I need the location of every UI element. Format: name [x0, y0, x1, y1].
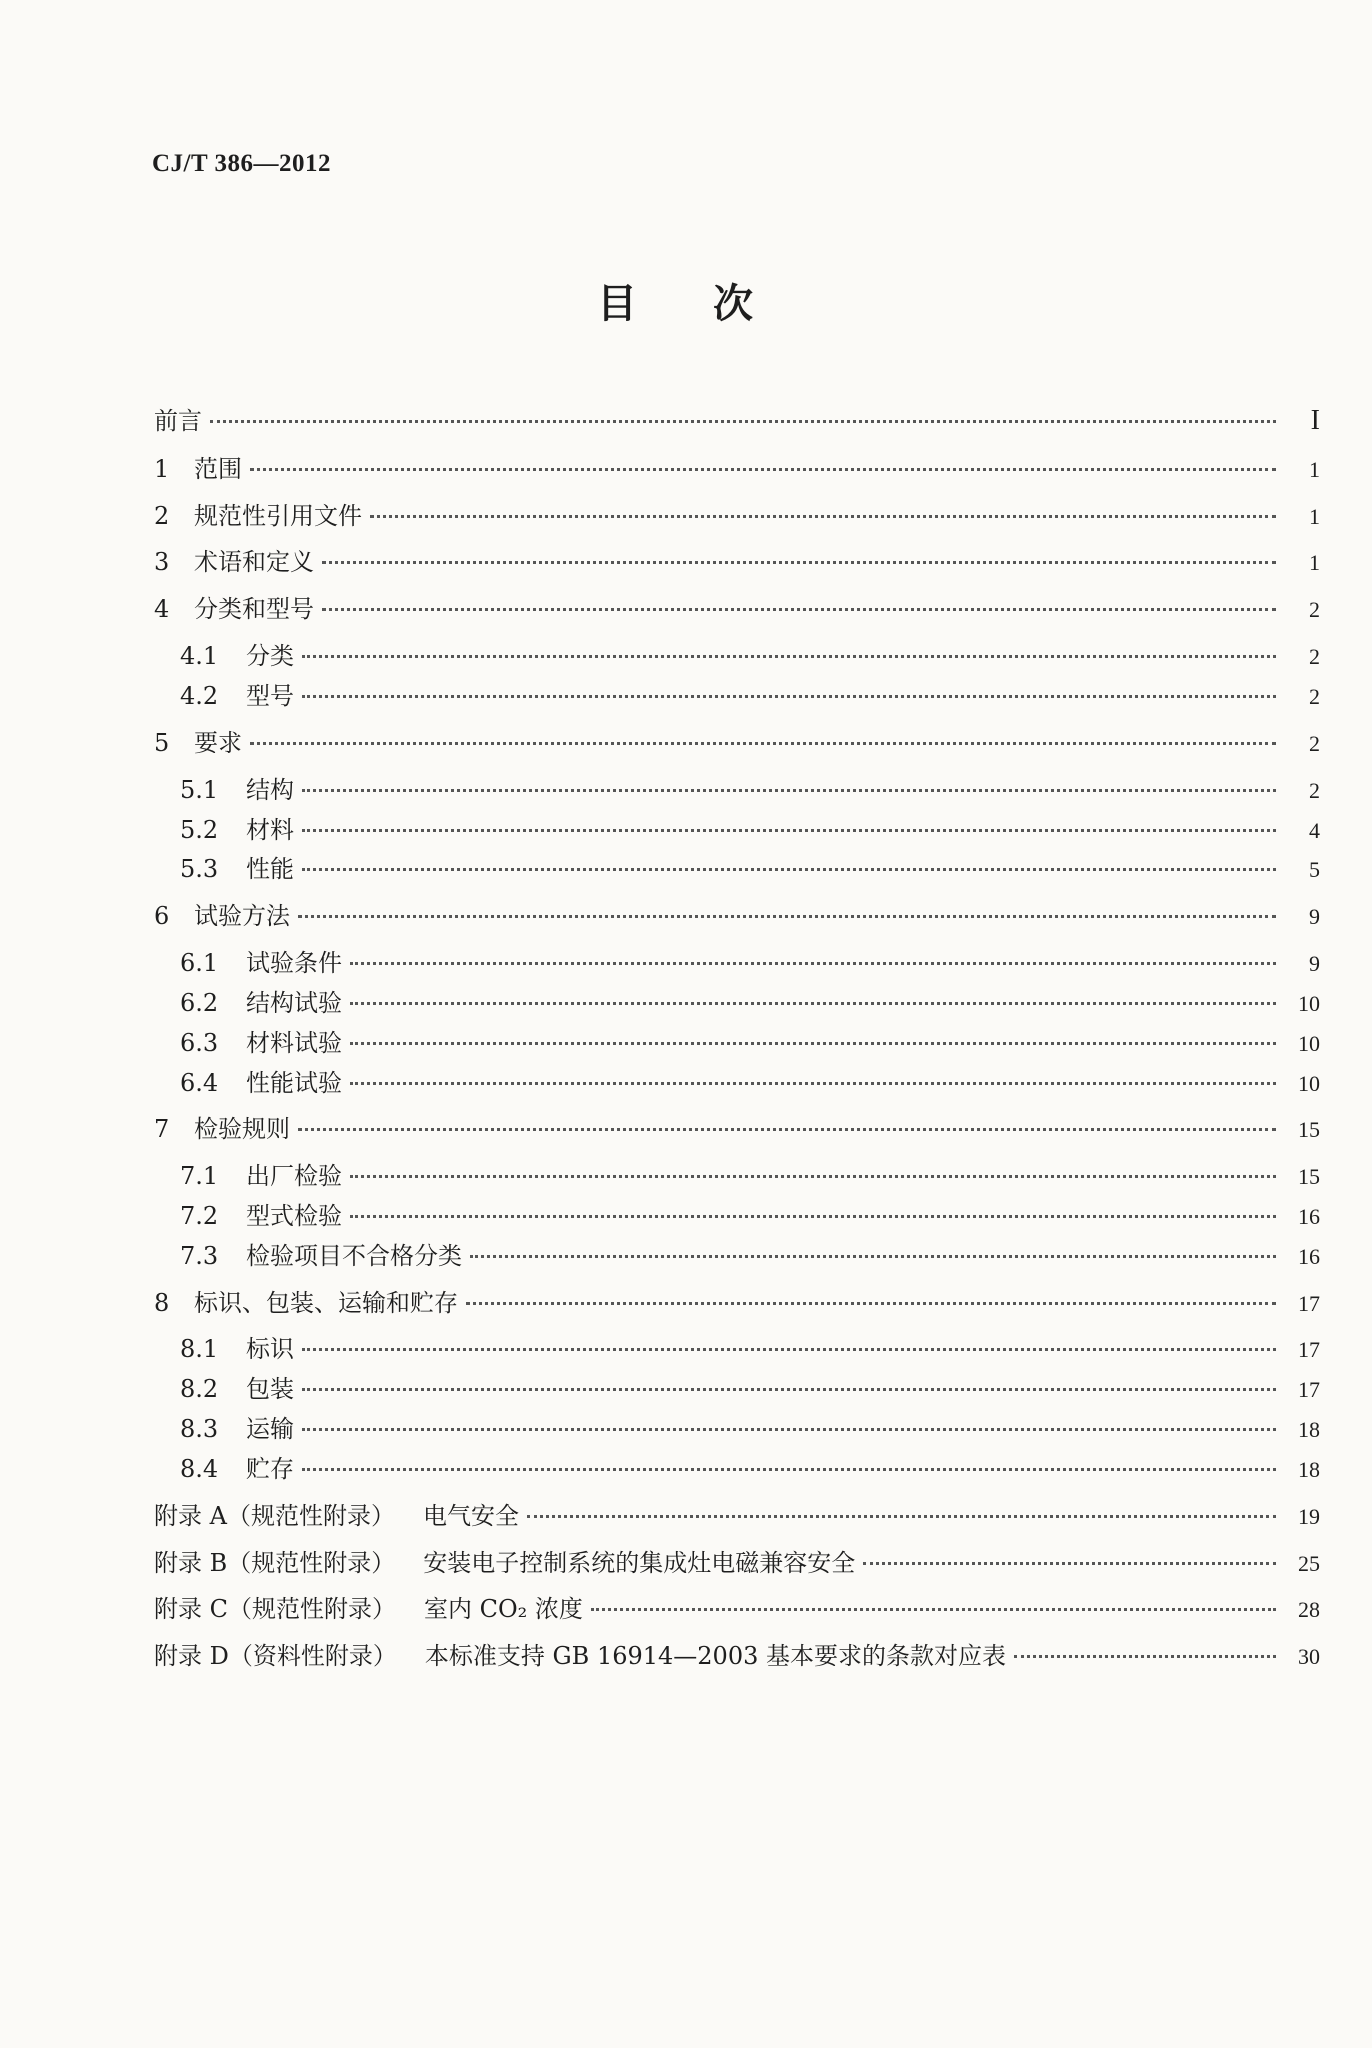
- toc-entry-label: 性能: [246, 855, 294, 883]
- toc-entry-number: 7: [154, 1115, 170, 1143]
- toc-entry[interactable]: [154, 1497, 1320, 1532]
- dot-leader: [527, 1491, 1276, 1518]
- toc-entry-page: 28: [1298, 1597, 1320, 1622]
- toc-entry-number: 3: [154, 548, 170, 576]
- toc-entry-page: 10: [1298, 991, 1320, 1016]
- dot-leader: [322, 537, 1276, 564]
- dot-leader: [1014, 1631, 1276, 1658]
- dot-leader: [302, 1324, 1276, 1351]
- toc-entry-page: 16: [1298, 1204, 1320, 1229]
- toc-entry-number: 7.1: [180, 1162, 219, 1190]
- toc-entry-label: 型号: [246, 682, 294, 710]
- toc-entry-label: 术语和定义: [194, 548, 314, 576]
- toc-entry[interactable]: [154, 1450, 1320, 1485]
- toc-entry[interactable]: [154, 1284, 1320, 1319]
- dot-leader: [302, 805, 1276, 832]
- toc-entry-page: 2: [1309, 597, 1320, 622]
- toc-entry[interactable]: [154, 543, 1320, 578]
- toc-entry[interactable]: [154, 497, 1320, 532]
- toc-entry-number: 5.2: [180, 816, 219, 844]
- toc-entry-label: 规范性引用文件: [194, 502, 362, 530]
- toc-entry-page: 10: [1298, 1031, 1320, 1056]
- toc-entry-page: 5: [1309, 857, 1320, 882]
- toc-entry-page: 4: [1309, 818, 1320, 843]
- toc-entry-page: 15: [1298, 1164, 1320, 1189]
- dot-leader: [350, 978, 1276, 1005]
- toc-entry-number: 8.4: [180, 1455, 219, 1483]
- toc-entry-label: 结构试验: [246, 989, 342, 1017]
- toc-entry-page: 2: [1309, 778, 1320, 803]
- dot-leader: [302, 844, 1276, 871]
- toc-entry-label: 前言: [154, 407, 202, 435]
- toc-entry-label: 室内 CO₂ 浓度: [424, 1595, 583, 1623]
- toc-entry-page: 2: [1309, 684, 1320, 709]
- toc-entry-label: 结构: [246, 776, 294, 804]
- toc-entry-number: 6.4: [180, 1069, 219, 1097]
- toc-entry-number: 附录 D（资料性附录）: [154, 1642, 397, 1670]
- dot-leader: [302, 765, 1276, 792]
- toc-entry-page: 17: [1298, 1377, 1320, 1402]
- toc-entry-number: 附录 C（规范性附录）: [154, 1595, 396, 1623]
- toc-entry-label: 贮存: [246, 1455, 294, 1483]
- toc-entry-number: 8.1: [180, 1335, 219, 1363]
- dot-leader: [470, 1231, 1276, 1258]
- toc-entry-page: I: [1310, 405, 1320, 436]
- toc-entry-number: 4.2: [180, 682, 219, 710]
- toc-entry-page: 1: [1309, 457, 1320, 482]
- page-title: 目次: [597, 281, 829, 327]
- toc-entry-number: 5: [154, 729, 170, 757]
- toc-entry[interactable]: [154, 402, 1320, 436]
- toc-entry-page: 2: [1309, 644, 1320, 669]
- dot-leader: [298, 891, 1276, 918]
- toc-entry-page: 1: [1309, 550, 1320, 575]
- toc-entry[interactable]: [154, 811, 1320, 846]
- toc-entry-label: 标识、包装、运输和贮存: [194, 1289, 458, 1317]
- toc-entry[interactable]: [154, 1024, 1320, 1059]
- toc-entry[interactable]: [154, 1370, 1320, 1405]
- dot-leader: [302, 631, 1276, 658]
- toc-entry-page: 10: [1298, 1071, 1320, 1096]
- dot-leader: [322, 584, 1276, 611]
- toc-entry[interactable]: [154, 1237, 1320, 1272]
- toc-entry[interactable]: [154, 637, 1320, 672]
- toc-entry-label: 分类: [246, 642, 294, 670]
- dot-leader: [350, 1058, 1276, 1085]
- toc-entry-page: 19: [1298, 1504, 1320, 1529]
- toc-entry-label: 出厂检验: [246, 1162, 342, 1190]
- toc-entry-label: 材料试验: [246, 1029, 342, 1057]
- toc-entry-page: 9: [1309, 951, 1320, 976]
- toc-entry[interactable]: [154, 771, 1320, 806]
- toc-entry[interactable]: [154, 1590, 1320, 1625]
- dot-leader: [863, 1538, 1276, 1565]
- standard-code: CJ/T 386—2012: [152, 150, 331, 177]
- toc-entry[interactable]: [154, 850, 1320, 885]
- dot-leader: [210, 396, 1276, 423]
- toc-entry-label: 试验方法: [194, 902, 290, 930]
- toc-entry-number: 6: [154, 902, 170, 930]
- toc-entry[interactable]: [154, 984, 1320, 1019]
- dot-leader: [350, 1191, 1276, 1218]
- toc-entry-label: 性能试验: [246, 1069, 342, 1097]
- toc-entry-label: 包装: [246, 1375, 294, 1403]
- toc-entry-page: 18: [1298, 1457, 1320, 1482]
- toc-entry-label: 材料: [246, 816, 294, 844]
- toc-entry-label: 电气安全: [422, 1502, 519, 1530]
- toc-entry-number: 8.3: [180, 1415, 219, 1443]
- dot-leader: [298, 1104, 1276, 1131]
- dot-leader: [302, 1444, 1276, 1471]
- toc-entry[interactable]: [154, 1410, 1320, 1445]
- toc-entry-label: 检验项目不合格分类: [246, 1242, 462, 1270]
- toc-entry[interactable]: [154, 1637, 1320, 1672]
- toc-entry-label: 运输: [246, 1415, 294, 1443]
- toc-entry-label: 标识: [246, 1335, 294, 1363]
- toc-entry-number: 1: [154, 455, 170, 483]
- toc-entry-number: 6.2: [180, 989, 219, 1017]
- toc-entry-number: 6.3: [180, 1029, 219, 1057]
- toc-entry-number: 7.3: [180, 1242, 219, 1270]
- toc-entry-label: 本标准支持 GB 16914—2003 基本要求的条款对应表: [424, 1642, 1006, 1670]
- toc-entry[interactable]: [154, 450, 1320, 485]
- toc-entry-label: 检验规则: [194, 1115, 290, 1143]
- toc-entry[interactable]: [154, 1157, 1320, 1192]
- toc-entry-page: 30: [1298, 1644, 1320, 1669]
- dot-leader: [350, 938, 1276, 965]
- toc-entry-number: 2: [154, 502, 170, 530]
- toc-entry[interactable]: [154, 724, 1320, 759]
- toc-entry-number: 4: [154, 595, 170, 623]
- toc-entry-page: 17: [1298, 1337, 1320, 1362]
- toc-entry[interactable]: [154, 1330, 1320, 1365]
- dot-leader: [302, 671, 1276, 698]
- toc-entry-page: 25: [1298, 1551, 1320, 1576]
- toc-entry[interactable]: [154, 1197, 1320, 1232]
- toc-entry-label: 要求: [194, 729, 242, 757]
- toc-entry-label: 安装电子控制系统的集成灶电磁兼容安全: [423, 1549, 856, 1577]
- toc-entry[interactable]: [154, 897, 1320, 932]
- dot-leader: [466, 1278, 1276, 1305]
- toc-entry-number: 8: [154, 1289, 170, 1317]
- toc-entry[interactable]: [154, 590, 1320, 625]
- toc-entry-label: 范围: [194, 455, 242, 483]
- toc-entry[interactable]: [154, 1110, 1320, 1145]
- toc-entry-number: 5.1: [180, 776, 219, 804]
- dot-leader: [250, 444, 1276, 471]
- toc-entry-page: 17: [1298, 1291, 1320, 1316]
- toc-entry[interactable]: [154, 944, 1320, 979]
- dot-leader: [302, 1364, 1276, 1391]
- toc-entry[interactable]: [154, 677, 1320, 712]
- toc-entry-page: 9: [1309, 904, 1320, 929]
- toc-entry-number: 附录 B（规范性附录）: [154, 1549, 396, 1577]
- toc-entry-number: 6.1: [180, 949, 219, 977]
- dot-leader: [350, 1018, 1276, 1045]
- toc-entry-label: 分类和型号: [194, 595, 314, 623]
- toc-entry-number: 附录 A（规范性附录）: [154, 1502, 395, 1530]
- dot-leader: [591, 1584, 1276, 1611]
- toc-entry-page: 2: [1309, 731, 1320, 756]
- toc-entry-number: 7.2: [180, 1202, 219, 1230]
- dot-leader: [370, 491, 1276, 518]
- toc-entry-page: 18: [1298, 1417, 1320, 1442]
- dot-leader: [250, 718, 1276, 745]
- toc-entry[interactable]: [154, 1544, 1320, 1579]
- toc-entry-number: 5.3: [180, 855, 219, 883]
- toc-entry-number: 4.1: [180, 642, 219, 670]
- toc-entry-label: 试验条件: [246, 949, 342, 977]
- toc-entry-number: 8.2: [180, 1375, 219, 1403]
- dot-leader: [350, 1151, 1276, 1178]
- toc-entry-page: 16: [1298, 1244, 1320, 1269]
- toc-entry-label: 型式检验: [246, 1202, 342, 1230]
- toc-entry-page: 1: [1309, 504, 1320, 529]
- dot-leader: [302, 1404, 1276, 1431]
- toc-entry-page: 15: [1298, 1117, 1320, 1142]
- toc-entry[interactable]: [154, 1064, 1320, 1099]
